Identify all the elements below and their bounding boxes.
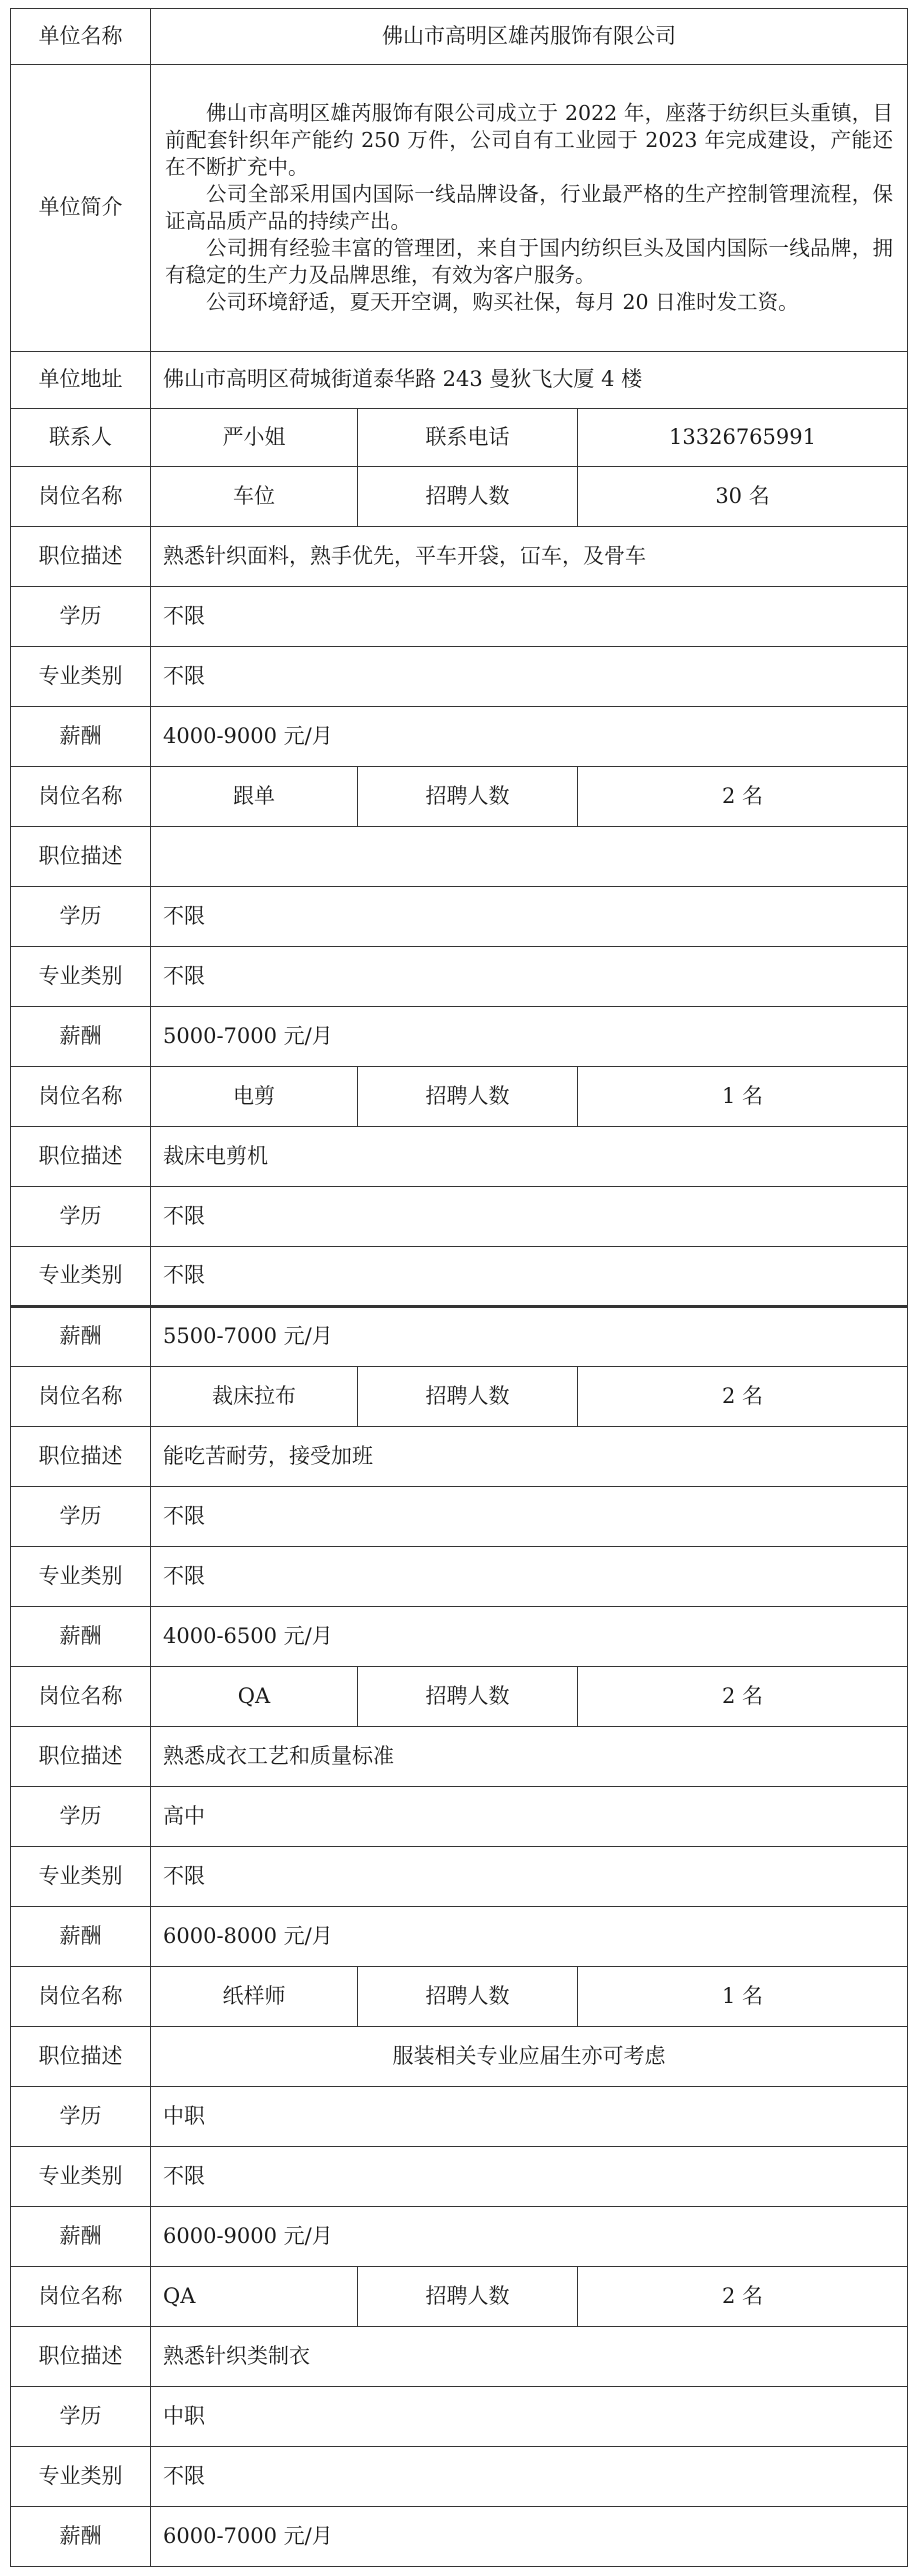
job-education-label: 学历 bbox=[11, 1487, 151, 1547]
recruitment-sheet bbox=[10, 8, 907, 2561]
job-description-row bbox=[11, 1727, 908, 1787]
job-education-label: 学历 bbox=[11, 587, 151, 647]
contact-row bbox=[11, 409, 908, 467]
position-label: 岗位名称 bbox=[11, 1367, 151, 1427]
job-description-value: 服装相关专业应届生亦可考虑 bbox=[151, 2027, 908, 2087]
job-major-row bbox=[11, 647, 908, 707]
job-position-row bbox=[11, 467, 908, 527]
job-major-value: 不限 bbox=[151, 2447, 908, 2507]
job-description-row bbox=[11, 2327, 908, 2387]
position-label: 岗位名称 bbox=[11, 1967, 151, 2027]
job-salary-row bbox=[11, 1007, 908, 1067]
job-position-row bbox=[11, 1967, 908, 2027]
job-salary-row bbox=[11, 2207, 908, 2267]
job-education-value: 中职 bbox=[151, 2387, 908, 2447]
job-education-value: 不限 bbox=[151, 1187, 908, 1247]
position-label: 岗位名称 bbox=[11, 1067, 151, 1127]
job-major-label: 专业类别 bbox=[11, 1847, 151, 1907]
job-major-row bbox=[11, 1247, 908, 1307]
job-major-label: 专业类别 bbox=[11, 2147, 151, 2207]
job-description-label: 职位描述 bbox=[11, 827, 151, 887]
position-title: 纸样师 bbox=[151, 1967, 358, 2027]
job-description-label: 职位描述 bbox=[11, 1427, 151, 1487]
headcount-label: 招聘人数 bbox=[358, 767, 578, 827]
position-title: 电剪 bbox=[151, 1067, 358, 1127]
job-salary-label: 薪酬 bbox=[11, 707, 151, 767]
job-description-row bbox=[11, 1127, 908, 1187]
job-description-value: 裁床电剪机 bbox=[151, 1127, 908, 1187]
job-description-row bbox=[11, 1427, 908, 1487]
headcount-value: 1 名 bbox=[578, 1967, 908, 2027]
job-major-row bbox=[11, 1847, 908, 1907]
job-salary-value: 6000-8000 元/月 bbox=[151, 1907, 908, 1967]
job-salary-value: 5500-7000 元/月 bbox=[151, 1307, 908, 1367]
job-salary-label: 薪酬 bbox=[11, 2207, 151, 2267]
company-intro-row bbox=[11, 65, 908, 352]
position-label: 岗位名称 bbox=[11, 2267, 151, 2327]
intro-paragraph-1: 佛山市高明区雄芮服饰有限公司成立于 2022 年，座落于纺织巨头重镇，目前配套针织年产能约 250 万件，公司自有工业园于 2023 年完成建设，产能还在不断扩充中。 bbox=[165, 100, 894, 179]
job-description-value: 熟悉针织类制衣 bbox=[151, 2327, 908, 2387]
position-label: 岗位名称 bbox=[11, 1667, 151, 1727]
job-education-row bbox=[11, 1487, 908, 1547]
headcount-value: 2 名 bbox=[578, 767, 908, 827]
job-description-row bbox=[11, 827, 908, 887]
job-education-row bbox=[11, 1787, 908, 1847]
job-major-row bbox=[11, 1547, 908, 1607]
job-major-value: 不限 bbox=[151, 947, 908, 1007]
job-description-row bbox=[11, 2027, 908, 2087]
job-major-value: 不限 bbox=[151, 1247, 908, 1307]
job-major-label: 专业类别 bbox=[11, 947, 151, 1007]
position-label: 岗位名称 bbox=[11, 767, 151, 827]
company-name-label: 单位名称 bbox=[11, 9, 151, 65]
intro-paragraph-2: 公司全部采用国内国际一线品牌设备，行业最严格的生产控制管理流程，保证高品质产品的持续产出。 bbox=[165, 181, 894, 233]
job-salary-row bbox=[11, 707, 908, 767]
job-salary-value: 6000-7000 元/月 bbox=[151, 2507, 908, 2567]
contact-label: 联系人 bbox=[11, 409, 151, 467]
job-major-label: 专业类别 bbox=[11, 2447, 151, 2507]
job-position-row bbox=[11, 1067, 908, 1127]
headcount-value: 2 名 bbox=[578, 1367, 908, 1427]
job-salary-value: 4000-6500 元/月 bbox=[151, 1607, 908, 1667]
headcount-label: 招聘人数 bbox=[358, 1967, 578, 2027]
headcount-value: 1 名 bbox=[578, 1067, 908, 1127]
company-address-row bbox=[11, 352, 908, 409]
job-education-row bbox=[11, 2087, 908, 2147]
position-label: 岗位名称 bbox=[11, 467, 151, 527]
job-education-row bbox=[11, 587, 908, 647]
job-description-value: 能吃苦耐劳，接受加班 bbox=[151, 1427, 908, 1487]
job-description-value: 熟悉针织面料，熟手优先，平车开袋，冚车，及骨车 bbox=[151, 527, 908, 587]
company-address-label: 单位地址 bbox=[11, 352, 151, 409]
job-salary-label: 薪酬 bbox=[11, 1607, 151, 1667]
job-salary-value: 4000-9000 元/月 bbox=[151, 707, 908, 767]
job-education-label: 学历 bbox=[11, 1787, 151, 1847]
job-position-row bbox=[11, 1667, 908, 1727]
position-title: 车位 bbox=[151, 467, 358, 527]
position-title: QA bbox=[151, 2267, 358, 2327]
headcount-label: 招聘人数 bbox=[358, 1667, 578, 1727]
job-major-row bbox=[11, 947, 908, 1007]
job-salary-label: 薪酬 bbox=[11, 1907, 151, 1967]
job-description-value: 熟悉成衣工艺和质量标准 bbox=[151, 1727, 908, 1787]
job-major-row bbox=[11, 2447, 908, 2507]
job-education-label: 学历 bbox=[11, 2087, 151, 2147]
job-salary-label: 薪酬 bbox=[11, 1307, 151, 1367]
job-major-row bbox=[11, 2147, 908, 2207]
phone-label: 联系电话 bbox=[358, 409, 578, 467]
job-education-label: 学历 bbox=[11, 2387, 151, 2447]
job-salary-value: 6000-9000 元/月 bbox=[151, 2207, 908, 2267]
headcount-value: 2 名 bbox=[578, 2267, 908, 2327]
job-description-label: 职位描述 bbox=[11, 1727, 151, 1787]
company-name: 佛山市高明区雄芮服饰有限公司 bbox=[151, 9, 908, 65]
headcount-value: 30 名 bbox=[578, 467, 908, 527]
job-salary-row bbox=[11, 1907, 908, 1967]
intro-paragraph-4: 公司环境舒适，夏天开空调，购买社保，每月 20 日准时发工资。 bbox=[206, 290, 799, 315]
job-education-row bbox=[11, 2387, 908, 2447]
company-intro-label: 单位简介 bbox=[11, 65, 151, 352]
company-address: 佛山市高明区荷城街道泰华路 243 曼狄飞大厦 4 楼 bbox=[151, 352, 908, 409]
job-major-value: 不限 bbox=[151, 1547, 908, 1607]
position-title: 跟单 bbox=[151, 767, 358, 827]
headcount-label: 招聘人数 bbox=[358, 1367, 578, 1427]
job-major-value: 不限 bbox=[151, 1847, 908, 1907]
headcount-label: 招聘人数 bbox=[358, 1067, 578, 1127]
job-major-label: 专业类别 bbox=[11, 1547, 151, 1607]
job-salary-row bbox=[11, 1607, 908, 1667]
job-major-label: 专业类别 bbox=[11, 1247, 151, 1307]
job-salary-value: 5000-7000 元/月 bbox=[151, 1007, 908, 1067]
job-education-row bbox=[11, 887, 908, 947]
position-title: 裁床拉布 bbox=[151, 1367, 358, 1427]
job-education-row bbox=[11, 1187, 908, 1247]
job-description-row bbox=[11, 527, 908, 587]
job-salary-label: 薪酬 bbox=[11, 2507, 151, 2567]
headcount-value: 2 名 bbox=[578, 1667, 908, 1727]
job-education-value: 中职 bbox=[151, 2087, 908, 2147]
headcount-label: 招聘人数 bbox=[358, 467, 578, 527]
contact-name: 严小姐 bbox=[151, 409, 358, 467]
position-title: QA bbox=[151, 1667, 358, 1727]
job-education-value: 不限 bbox=[151, 887, 908, 947]
phone-number: 13326765991 bbox=[578, 409, 908, 467]
job-major-label: 专业类别 bbox=[11, 647, 151, 707]
job-salary-row bbox=[11, 1307, 908, 1367]
job-position-row bbox=[11, 1367, 908, 1427]
jobs-list bbox=[11, 467, 908, 2567]
job-education-value: 不限 bbox=[151, 1487, 908, 1547]
job-major-value: 不限 bbox=[151, 2147, 908, 2207]
job-description-value bbox=[151, 827, 908, 887]
job-salary-label: 薪酬 bbox=[11, 1007, 151, 1067]
job-education-label: 学历 bbox=[11, 887, 151, 947]
company-intro bbox=[151, 65, 908, 352]
job-description-label: 职位描述 bbox=[11, 527, 151, 587]
job-description-label: 职位描述 bbox=[11, 2027, 151, 2087]
job-position-row bbox=[11, 2267, 908, 2327]
job-education-value: 高中 bbox=[151, 1787, 908, 1847]
job-major-value: 不限 bbox=[151, 647, 908, 707]
job-description-label: 职位描述 bbox=[11, 1127, 151, 1187]
job-salary-row bbox=[11, 2507, 908, 2567]
job-description-label: 职位描述 bbox=[11, 2327, 151, 2387]
recruitment-table bbox=[10, 8, 908, 2567]
headcount-label: 招聘人数 bbox=[358, 2267, 578, 2327]
job-education-value: 不限 bbox=[151, 587, 908, 647]
company-name-row bbox=[11, 9, 908, 65]
job-position-row bbox=[11, 767, 908, 827]
intro-paragraph-3: 公司拥有经验丰富的管理团，来自于国内纺织巨头及国内国际一线品牌，拥有稳定的生产力及品牌思维，有效为客户服务。 bbox=[165, 236, 894, 288]
job-education-label: 学历 bbox=[11, 1187, 151, 1247]
